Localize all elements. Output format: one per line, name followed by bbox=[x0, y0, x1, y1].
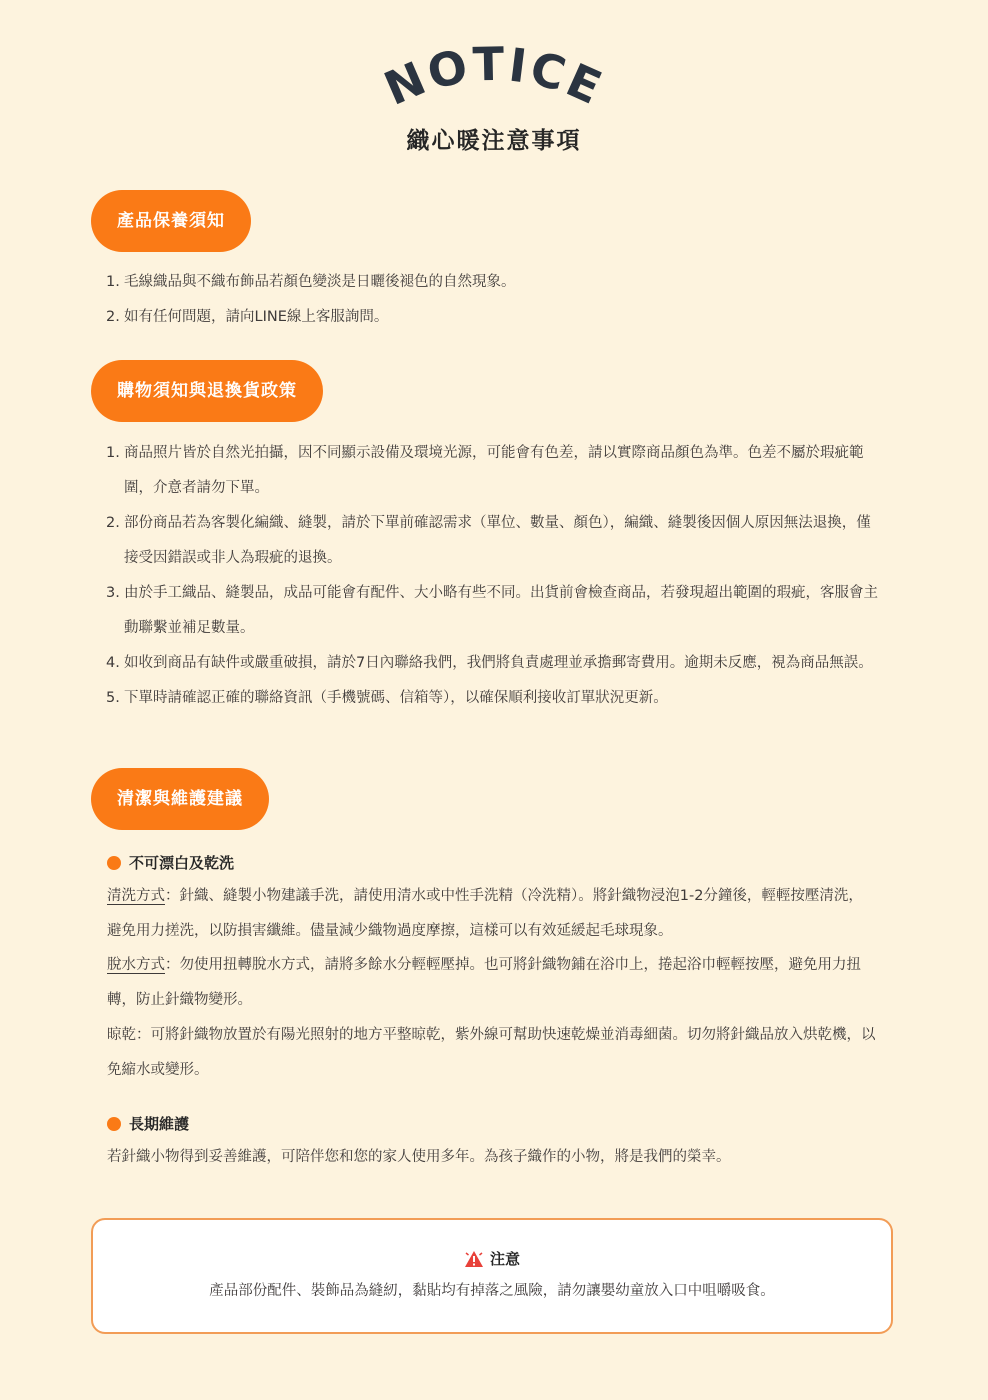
cleaning-instructions bbox=[107, 879, 877, 1087]
subsection-title-no-bleach bbox=[107, 852, 234, 873]
list-number: 1. bbox=[106, 274, 120, 290]
spin-text: ：勿使用扭轉脫水方式，請將多餘水分輕輕壓掉。也可將針織物鋪在浴巾上，捲起浴巾輕輕按壓，避免用力扭轉，防止針織物變形。 bbox=[107, 957, 861, 1009]
section-label-care: 產品保養須知 bbox=[91, 190, 251, 252]
list-item bbox=[106, 506, 881, 576]
list-number: 2. bbox=[106, 309, 120, 325]
list-item bbox=[106, 646, 881, 681]
list-text: 商品照片皆於自然光拍攝，因不同顯示設備及環境光源，可能會有色差，請以實際商品顏色為準。色差不屬於瑕疵範圍，介意者請勿下單。 bbox=[124, 445, 864, 496]
notice-logo bbox=[364, 40, 624, 120]
svg-text:NOTICE bbox=[376, 40, 612, 116]
list-number: 4. bbox=[106, 655, 120, 671]
page-header bbox=[0, 40, 988, 155]
list-item bbox=[106, 265, 881, 300]
subsection-title-text: 長期維護 bbox=[129, 1115, 190, 1133]
list-number: 5. bbox=[106, 690, 120, 706]
section-label-purchase: 購物須知與退換貨政策 bbox=[91, 360, 323, 422]
notice-logo-text: NOTICE bbox=[376, 40, 612, 117]
list-text: 下單時請確認正確的聯絡資訊（手機號碼、信箱等），以確保順利接收訂單狀況更新。 bbox=[124, 690, 668, 706]
warning-box bbox=[91, 1218, 893, 1334]
list-text: 由於手工織品、縫製品，成品可能會有配件、大小略有些不同。出貨前會檢查商品，若發現超出範圍的瑕疵，客服會主動聯繫並補足數量。 bbox=[124, 585, 878, 636]
dry-paragraph: 晾乾：可將針織物放置於有陽光照射的地方平整晾乾，紫外線可幫助快速乾燥並消毒細菌。切勿將針織品放入烘乾機，以免縮水或變形。 bbox=[107, 1026, 876, 1078]
list-number: 3. bbox=[106, 585, 120, 601]
list-number: 2. bbox=[106, 515, 120, 531]
list-item bbox=[106, 576, 881, 646]
list-item bbox=[106, 436, 881, 506]
list-number: 1. bbox=[106, 445, 120, 461]
list-text: 如收到商品有缺件或嚴重破損，請於7日內聯絡我們，我們將負責處理並承擔郵寄費用。逾期未反應，視為商品無誤。 bbox=[124, 655, 873, 671]
bullet-dot-icon bbox=[107, 856, 121, 870]
spin-label: 脫水方式 bbox=[107, 957, 165, 974]
bullet-dot-icon bbox=[107, 1117, 121, 1131]
wash-label: 清洗方式 bbox=[107, 888, 165, 904]
list-item bbox=[106, 300, 881, 335]
wash-text: ：針織、縫製小物建議手洗，請使用清水或中性手洗精（冷洗精）。將針織物浸泡1-2分鐘後，輕輕按壓清洗，避免用力搓洗，以防損害纖維。儘量減少織物過度摩擦，這樣可以有效延緩起毛球現象。 bbox=[107, 888, 863, 939]
subsection-title-text: 不可漂白及乾洗 bbox=[129, 854, 235, 872]
subsection-title-long-term bbox=[107, 1113, 189, 1134]
long-term-paragraph: 若針織小物得到妥善維護，可陪伴您和您的家人使用多年。為孩子織作的小物，將是我們的榮幸。 bbox=[107, 1149, 731, 1165]
alert-icon bbox=[464, 1250, 484, 1268]
warning-title bbox=[93, 1248, 891, 1269]
section-label-cleaning: 清潔與維護建議 bbox=[91, 768, 269, 830]
page-title: 織心暖注意事項 bbox=[406, 128, 582, 154]
care-list bbox=[106, 265, 881, 335]
list-text: 如有任何問題，請向LINE線上客服詢問。 bbox=[124, 309, 389, 325]
purchase-list bbox=[106, 436, 881, 716]
list-item bbox=[106, 681, 881, 716]
spin-paragraph bbox=[107, 948, 877, 1017]
warning-title-text: 注意 bbox=[489, 1250, 520, 1268]
list-text: 部份商品若為客製化編織、縫製，請於下單前確認需求（單位、數量、顏色），編織、縫製後因個人原因無法退換，僅接受因錯誤或非人為瑕疵的退換。 bbox=[124, 515, 871, 566]
list-text: 毛線織品與不織布飾品若顏色變淡是日曬後褪色的自然現象。 bbox=[124, 274, 516, 290]
warning-text: 產品部份配件、裝飾品為縫紉，黏貼均有掉落之風險，請勿讓嬰幼童放入口中咀嚼吸食。 bbox=[209, 1283, 775, 1299]
wash-paragraph bbox=[107, 879, 877, 948]
